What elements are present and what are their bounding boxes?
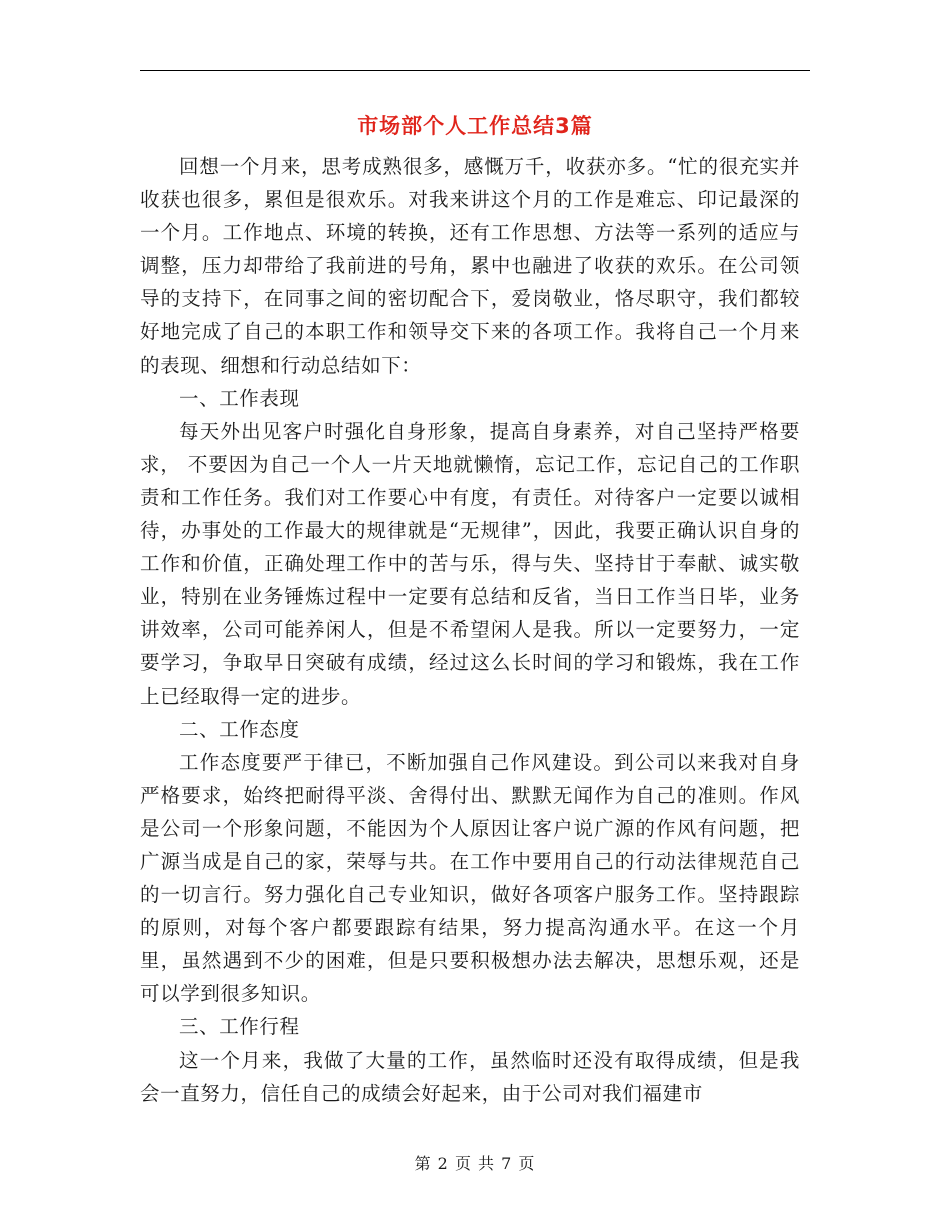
page-number: 第 2 页 共 7 页 [414,1154,536,1173]
section-heading-attitude: 二、工作态度 [179,717,300,741]
document-body [140,150,800,1110]
paragraph-performance: 每天外出见客户时强化自身形象，提高自身素养，对自己坚持严格要求， 不要因为自己一个人一片天地就懒惰，忘记工作，忘记自己的工作职责和工作任务。我们对工作要心中有度，有责任。对待客户一定要以诚相待，办事处的工作最大的规律就是“无规律”，因此，我要正确认识自身的工作和价值，正确处理工作中的苦与乐，得与失、坚持甘于奉献、诚实敬业，特别在业务锤炼过程中一定要有总结和反省，当日工作当日毕，业务讲效率，公司可能养闲人，但是不希望闲人是我。所以一定要努力，一定要学习，争取早日突破有成绩，经过这么长时间的学习和锻炼，我在工作上已经取得一定的进步。 [140,419,800,708]
section-heading-itinerary: 三、工作行程 [179,1015,300,1039]
paragraph-intro: 回想一个月来，思考成熟很多，感慨万千，收获亦多。“忙的很充实并收获也很多，累但是很欢乐。对我来讲这个月的工作是难忘、印记最深的一个月。工作地点、环境的转换，还有工作思想、方法等一系列的适应与调整，压力却带给了我前进的号角，累中也融进了收获的欢乐。在公司领导的支持下，在同事之间的密切配合下，爱岗敬业，恪尽职守，我们都较好地完成了自己的本职工作和领导交下来的各项工作。我将自己一个月来的表现、细想和行动总结如下： [140,155,800,377]
header-rule [140,70,810,71]
section-heading-performance: 一、工作表现 [179,386,300,410]
paragraph-itinerary: 这一个月来，我做了大量的工作，虽然临时还没有取得成绩，但是我会一直努力，信任自己的成绩会好起来，由于公司对我们福建市 [140,1048,800,1105]
document-title: 市场部个人工作总结3篇 [357,114,593,138]
paragraph-attitude: 工作态度要严于律已，不断加强自己作风建设。到公司以来我对自身严格要求，始终把耐得平淡、舍得付出、默默无闻作为自己的准则。作风是公司一个形象问题，不能因为个人原因让客户说广源的作风有问题，把广源当成是自己的家，荣辱与共。在工作中要用自己的行动法律规范自己的一切言行。努力强化自己专业知识，做好各项客户服务工作。坚持跟踪的原则，对每个客户都要跟踪有结果，努力提高沟通水平。在这一个月里，虽然遇到不少的困难，但是只要积极想办法去解决，思想乐观，还是可以学到很多知识。 [140,750,800,1006]
